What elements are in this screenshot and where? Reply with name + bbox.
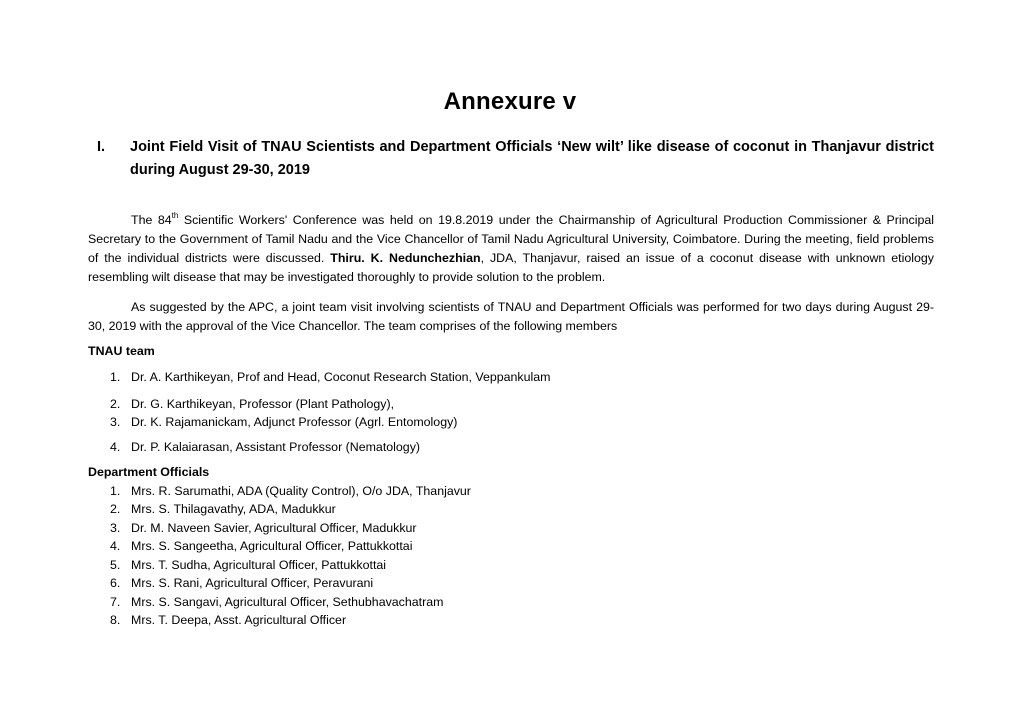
list-item-number: 1. bbox=[110, 484, 121, 498]
paragraph1-superscript: th bbox=[171, 211, 179, 220]
list-item-number: 1. bbox=[110, 370, 121, 384]
list-item-number: 4. bbox=[110, 440, 121, 454]
list-item-number: 2. bbox=[110, 397, 121, 411]
paragraph2-text: As suggested by the APC, a joint team visit involving scientists of TNAU and Department Officials was performed for two days during August 29-30, 2019 with the approval of the Vice Chancellor. The team comprises of the following members bbox=[88, 300, 934, 333]
paragraph1-bold-name: Thiru. K. Nedunchezhian bbox=[330, 251, 481, 265]
list-item-text: Dr. G. Karthikeyan, Professor (Plant Pathology), bbox=[131, 397, 395, 411]
department-officials-label: Department Officials bbox=[88, 465, 210, 479]
list-item-text: Mrs. S. Rani, Agricultural Officer, Peravurani bbox=[131, 576, 374, 590]
paragraph1-middle: Scientific Workers' Conference was held on 19.8.2019 under the Chairmanship of Agricultural Production Commissioner & Principal Secretary to the Government of Tamil Nadu and the Vice Chancellor of Tamil Nadu Agricultural University, Coimbatore. During the meeting, field problems of the individual districts were discussed. bbox=[88, 213, 935, 265]
list-item-text: Dr. P. Kalaiarasan, Assistant Professor (Nematology) bbox=[131, 440, 421, 454]
list-item-text: Dr. A. Karthikeyan, Prof and Head, Coconut Research Station, Veppankulam bbox=[131, 370, 551, 384]
list-item-number: 3. bbox=[110, 415, 121, 429]
list-item-text: Mrs. S. Sangeetha, Agricultural Officer, Pattukkottai bbox=[131, 539, 413, 553]
list-item-number: 5. bbox=[110, 558, 121, 572]
section-heading-part1: Joint Field Visit of TNAU Scientists and Department Officials bbox=[130, 139, 553, 155]
list-item-text: Mrs. R. Sarumathi, ADA (Quality Control), O/o JDA, Thanjavur bbox=[131, 484, 471, 498]
list-item-number: 8. bbox=[110, 613, 121, 627]
list-item-number: 7. bbox=[110, 595, 121, 609]
list-item-number: 3. bbox=[110, 521, 121, 535]
list-item-text: Mrs. S. Thilagavathy, ADA, Madukkur bbox=[131, 502, 336, 516]
paragraph1-end: , JDA, Thanjavur, raised an issue of a coconut disease with unknown etiology resembling wilt disease that may be investigated thoroughly to provide solution to the problem. bbox=[88, 251, 934, 284]
paragraph-team-visit bbox=[88, 298, 934, 336]
list-item-number: 6. bbox=[110, 576, 121, 590]
list-item-number: 2. bbox=[110, 502, 121, 516]
tnau-team-label: TNAU team bbox=[88, 344, 155, 358]
list-item-text: Dr. M. Naveen Savier, Agricultural Officer, Madukkur bbox=[131, 521, 417, 535]
section-heading-text bbox=[130, 136, 934, 182]
list-item-text: Dr. K. Rajamanickam, Adjunct Professor (Agrl. Entomology) bbox=[131, 415, 458, 429]
list-item-text: Mrs. T. Sudha, Agricultural Officer, Pattukkottai bbox=[131, 558, 387, 572]
page-title: Annexure v bbox=[443, 88, 577, 115]
list-item-number: 4. bbox=[110, 539, 121, 553]
section-number: I. bbox=[97, 139, 106, 155]
section-heading bbox=[88, 136, 934, 182]
paragraph-conference bbox=[88, 211, 934, 287]
section-heading-part2: ‘New wilt’ like disease of coconut in Thanjavur district during August 29-30, 2019 bbox=[130, 139, 934, 178]
list-item-text: Mrs. S. Sangavi, Agricultural Officer, Sethubhavachatram bbox=[131, 595, 444, 609]
list-item-text: Mrs. T. Deepa, Asst. Agricultural Officer bbox=[131, 613, 347, 627]
paragraph1-start: The 84 bbox=[131, 213, 172, 227]
